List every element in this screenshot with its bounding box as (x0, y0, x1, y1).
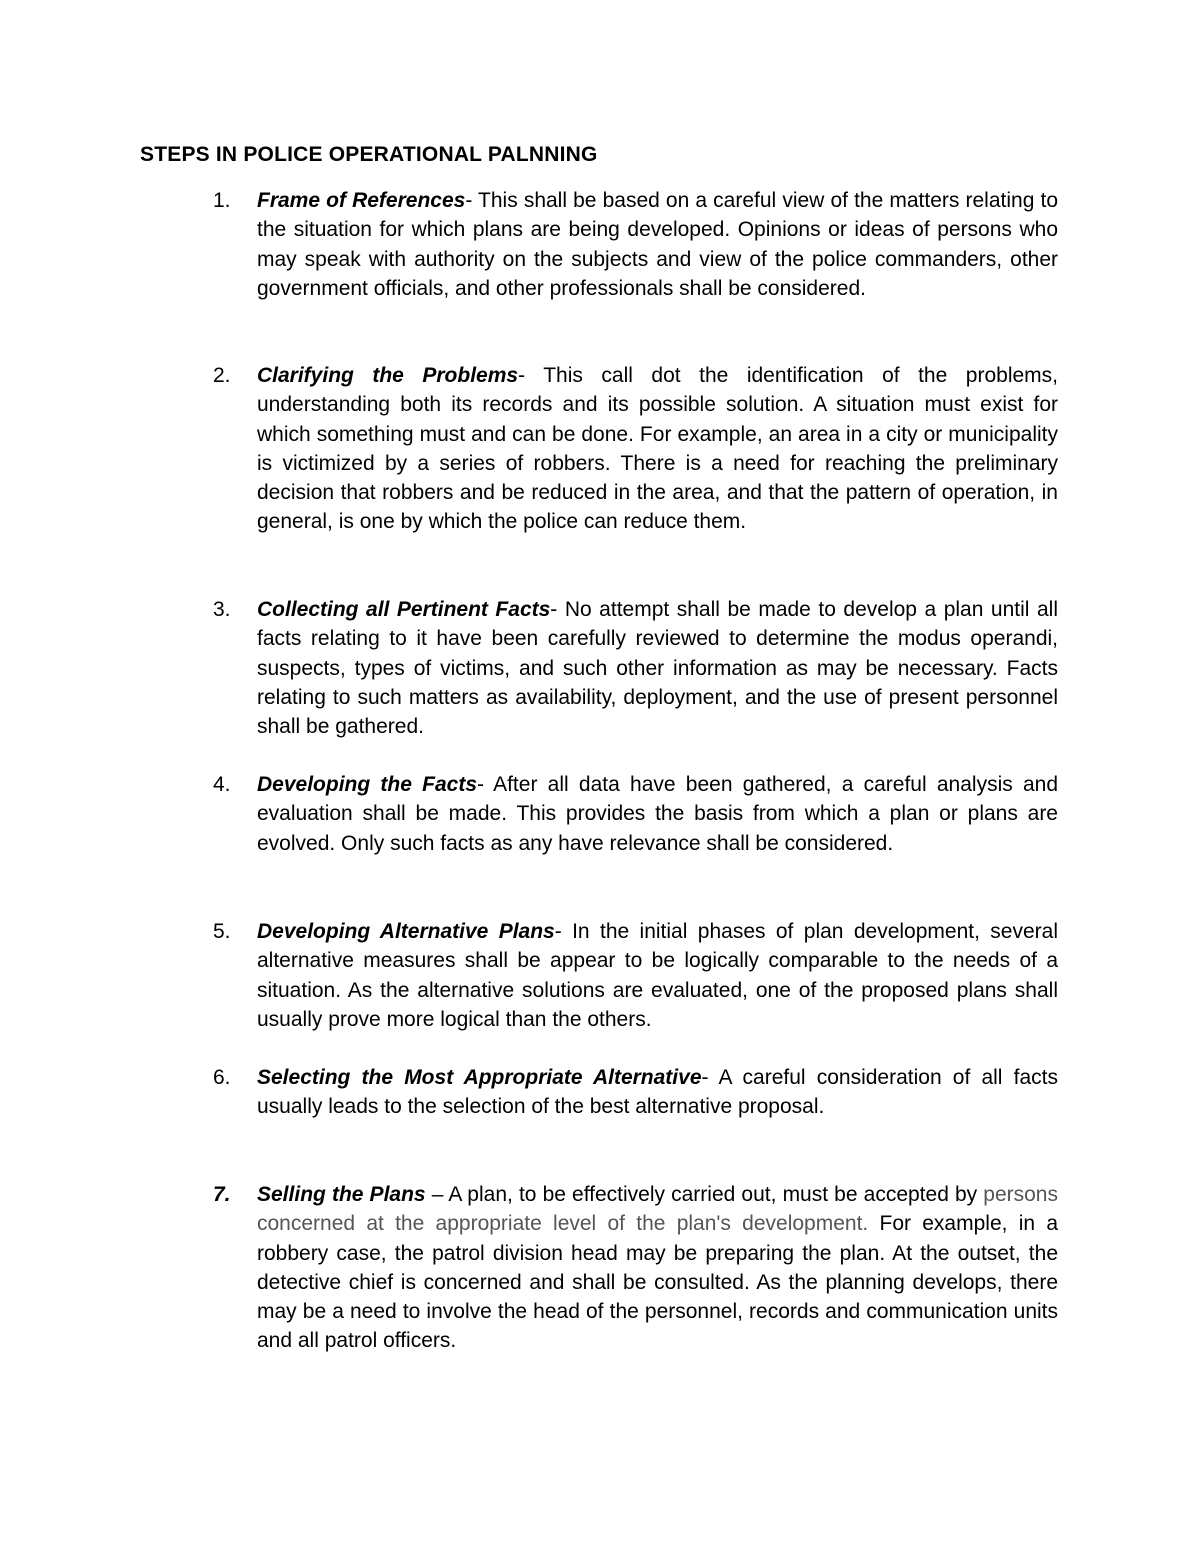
step-text: After all data have been gathered, a careful analysis and evaluation shall be made. This provides the basis from which a plan or plans are evolved. Only such facts as any have relevance shall be considered. (257, 773, 1058, 855)
step-body (257, 1180, 1058, 1356)
step-body (257, 770, 1058, 858)
step-separator: - (465, 189, 473, 212)
step-item-7 (213, 1180, 1058, 1356)
step-text: A plan, to be effectively carried out, must be accepted by (443, 1183, 984, 1206)
step-text-after: For example, in a robbery case, the patrol division head may be preparing the plan. At the outset, the detective chief is concerned and shall be consulted. As the planning develops, there may be a need to involve the head of the personnel, records and communication units and all patrol officers. (257, 1212, 1058, 1353)
step-separator: - (477, 773, 485, 796)
step-item-2 (213, 361, 1058, 537)
step-body (257, 595, 1058, 741)
step-term: Developing the Facts (257, 773, 478, 796)
step-text: This shall be based on a careful view of the matters relating to the situation for which plans are being developed. Opinions or ideas of persons who may speak with authority on the subjects and view of the police commanders, other government officials, and other professionals shall be considered. (257, 189, 1058, 300)
step-item-5 (213, 917, 1058, 1034)
step-number: 3. (213, 598, 231, 621)
step-number: 4. (213, 773, 231, 796)
step-term: Frame of References (257, 189, 466, 212)
step-separator: - (518, 364, 526, 387)
step-body (257, 186, 1058, 303)
step-term: Selling the Plans (257, 1183, 426, 1206)
step-text: No attempt shall be made to develop a plan until all facts relating to it have been carefully reviewed to determine the modus operandi, suspects, types of victims, and such other information as may be necessary. Facts relating to such matters as availability, deployment, and the use of present personnel shall be gathered. (257, 598, 1058, 739)
step-item-3 (213, 595, 1058, 741)
step-term: Selecting the Most Appropriate Alternative (257, 1066, 702, 1089)
step-body (257, 917, 1058, 1034)
step-term: Clarifying the Problems (257, 364, 519, 387)
step-separator: – (425, 1183, 444, 1206)
step-separator: - (554, 920, 562, 943)
page-title: STEPS IN POLICE OPERATIONAL PALNNING (140, 143, 598, 166)
step-text: In the initial phases of plan development, several alternative measures shall be appear to be logically comparable to the needs of a situation. As the alternative solutions are evaluated, one of the proposed plans shall usually prove more logical than the others. (257, 920, 1058, 1031)
step-number: 1. (213, 189, 231, 212)
step-item-1 (213, 186, 1058, 303)
step-number: 6. (213, 1066, 231, 1089)
step-text-gray: persons concerned at the appropriate level of the plan's development. (257, 1183, 1058, 1236)
step-separator: - (701, 1066, 709, 1089)
step-number: 5. (213, 920, 231, 943)
step-item-6 (213, 1063, 1058, 1122)
step-body (257, 1063, 1058, 1122)
step-item-4 (213, 770, 1058, 858)
step-number: 2. (213, 364, 231, 387)
step-body (257, 361, 1058, 537)
step-text: This call dot the identification of the problems, understanding both its records and its possible solution. A situation must exist for which something must and can be done. For example, an area in a city or municipality is victimized by a series of robbers. There is a need for reaching the preliminary decision that robbers and be reduced in the area, and that the pattern of operation, in general, is one by which the police can reduce them. (257, 364, 1059, 534)
step-number: 7. (213, 1183, 231, 1206)
step-text: A careful consideration of all facts usually leads to the selection of the best alternative proposal. (257, 1066, 1058, 1119)
step-term: Developing Alternative Plans (257, 920, 555, 943)
step-term: Collecting all Pertinent Facts (257, 598, 551, 621)
step-separator: - (550, 598, 558, 621)
